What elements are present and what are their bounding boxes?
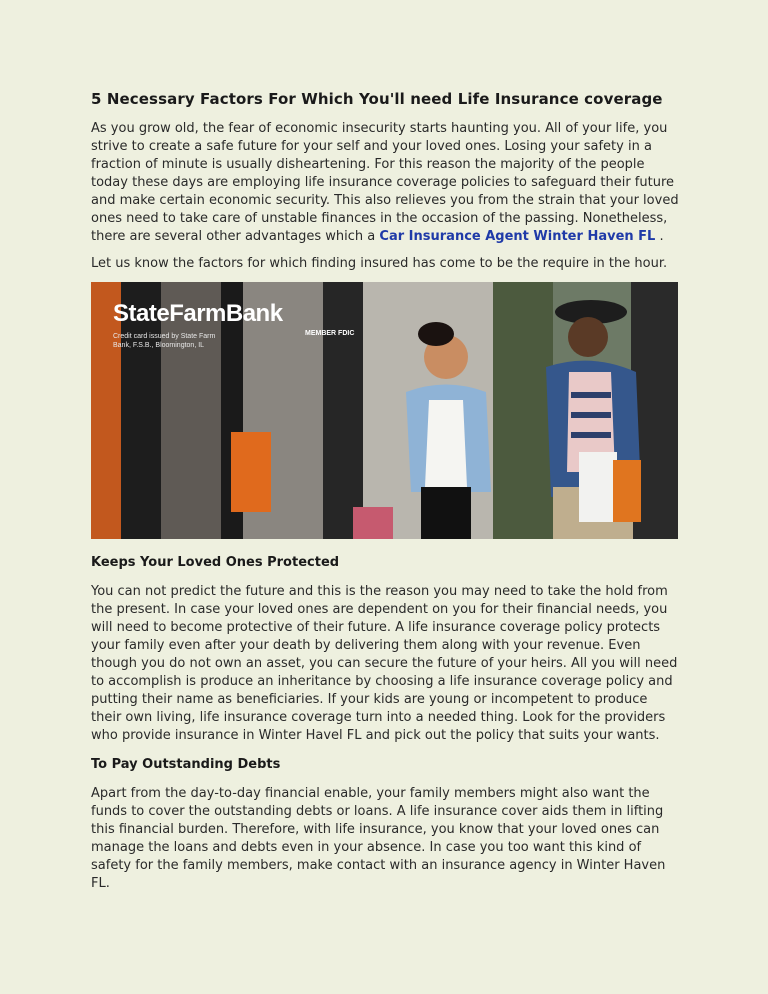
- statefarm-bank-disclaimer: Credit card issued by State Farm Bank, F.S.B., Bloomington, IL: [113, 333, 216, 349]
- statefarm-bank-name: StateFarmBank: [113, 300, 283, 327]
- intro-paragraph: [91, 120, 681, 246]
- article: [91, 90, 681, 902]
- article-title: 5 Necessary Factors For Which You'll need Life Insurance coverage: [91, 90, 663, 108]
- fdic-badge: MEMBER FDIC: [305, 330, 355, 337]
- section-heading-protected: Keeps Your Loved Ones Protected: [91, 555, 340, 570]
- car-insurance-agent-link[interactable]: Car Insurance Agent Winter Haven FL: [379, 229, 656, 244]
- section-body-debts: Apart from the day-to-day financial enable, your family members might also want the funds to cover the outstanding debts or loans. A life insurance cover aids them in lifting this financial burden. Therefore, with life insurance, you know that your loved ones can manage the loans and debts even in your absence. In case you too want this kind of safety for the family members, make contact with an insurance agency in Winter Haven FL.: [91, 786, 666, 891]
- statefarm-bank-logo: [113, 300, 283, 350]
- intro-text: As you grow old, the fear of economic insecurity starts haunting you. All of your life, you strive to create a safe future for your self and your loved ones. Losing your safety in a fraction of minute is usually disheartening. For this reason the majority of the people today these days are employing life insurance coverage policies to safeguard their future and make certain economic security. This also relieves you from the strain that your loved ones need to take care of unstable finances in the occasion of the passing. Nonetheless, there are several other advantages which a: [91, 121, 679, 244]
- section-heading-debts: To Pay Outstanding Debts: [91, 757, 281, 772]
- intro-trailing-text: .: [655, 229, 664, 244]
- couple-shopping-photo: [91, 282, 678, 539]
- section-body-protected: You can not predict the future and this is the reason you may need to take the hold from the present. In case your loved ones are dependent on you for their financial needs, you will need to become protective of their future. A life insurance coverage policy protects your family even after your death by delivering them along with your revenue. Even though you do not own an asset, you can secure the future of your heirs. All you will need to accomplish is produce an inheritance by choosing a life insurance coverage policy and putting their name as beneficiaries. If your kids are young or incompetent to produce their own living, life insurance coverage turn into a needed thing. Look for the providers who provide insurance in Winter Havel FL and pick out the policy that suits your wants.: [91, 584, 678, 743]
- lead-in-paragraph: Let us know the factors for which finding insured has come to be the require in the hour.: [91, 256, 668, 271]
